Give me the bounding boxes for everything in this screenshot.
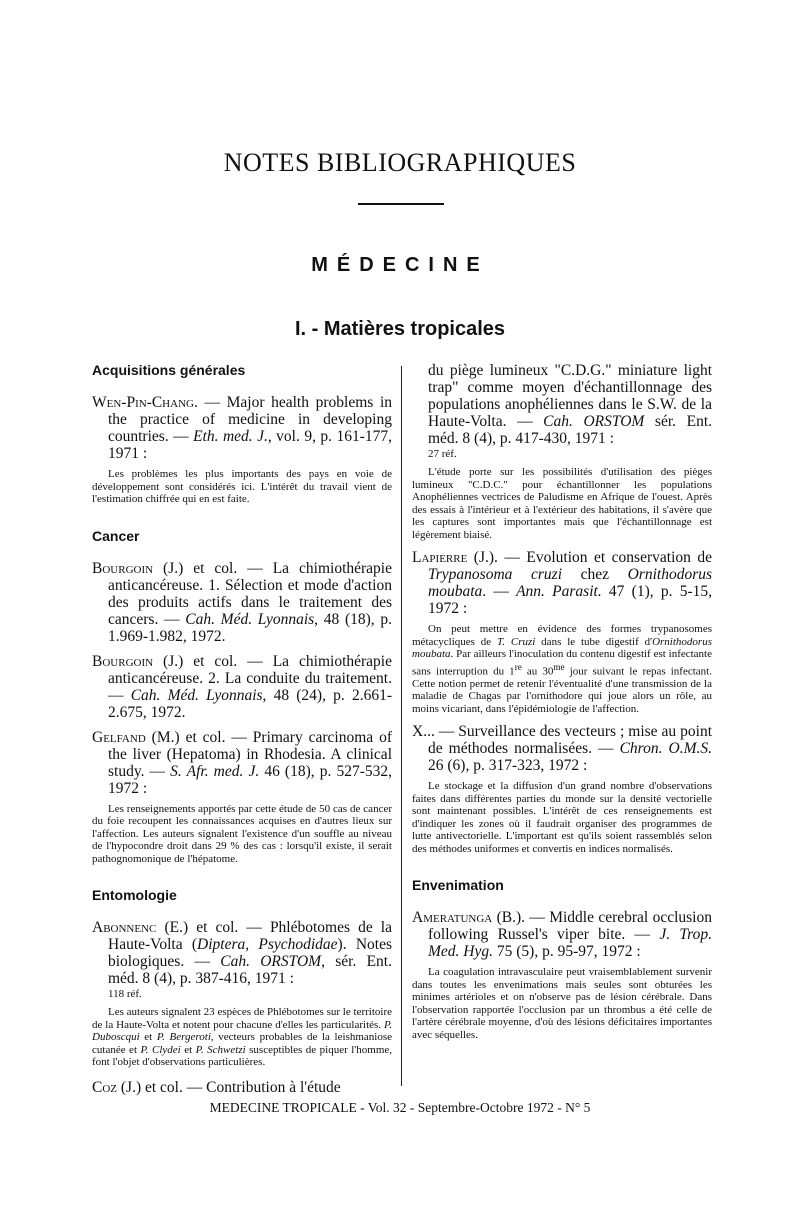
species-name: P. Duboscqui bbox=[92, 1018, 392, 1043]
abstract-text: . Par ailleurs l'inoculation du contenu digestif est infectante sans interruption du 1 bbox=[412, 648, 712, 678]
bibliography-entry bbox=[92, 560, 392, 645]
citation-text: chez bbox=[562, 566, 628, 583]
ordinal-suffix: me bbox=[553, 661, 565, 672]
journal: Eth. med. J. bbox=[193, 428, 268, 445]
citation-text: (J.) et col. — La chimiothérapie anticancéreuse. 2. La conduite du traitement. — bbox=[108, 652, 392, 704]
abstract: La coagulation intravasculaire peut vraisemblablement survenir dans toutes les envenimations mais seules sont obturées les minimes artérioles et on n'observe pas de lésion cérébrale. Dans l'observation rapportée l'occlusion par un thrombus a été celle de l'artère cérébrale moyenne, d'où des lésions déficitaires importantes avec séquelles. bbox=[412, 966, 712, 1041]
abstract-text: On peut mettre en évidence des formes trypanosomes métacycliques de bbox=[412, 623, 712, 648]
citation bbox=[92, 729, 392, 797]
citation-text: , 48 (24), p. 2.661-2.675, 1972. bbox=[108, 686, 392, 721]
species-name: T. Cruzi bbox=[496, 635, 536, 648]
journal: S. Afr. med. J. bbox=[170, 762, 260, 780]
bibliography-entry bbox=[92, 394, 392, 506]
citation-text: , vol. 9, p. 161-177, 1971 : bbox=[108, 428, 392, 462]
ordinal-suffix: re bbox=[514, 661, 522, 672]
citation bbox=[92, 653, 392, 721]
citation bbox=[412, 723, 712, 774]
abstract-text: Les auteurs signalent 23 espèces de Phlébotomes sur le territoire de la Haute-Volta et notent pour chacune d'elles les particularités. bbox=[92, 1006, 392, 1031]
journal: Cah. Méd. Lyonnais bbox=[185, 610, 315, 628]
species-name: P. Clydei bbox=[140, 1043, 181, 1056]
left-column bbox=[92, 362, 392, 1104]
abstract-text: dans le tube digestif d' bbox=[535, 635, 653, 648]
abstract-text: et bbox=[180, 1043, 196, 1056]
citation-text: (J.) et col. — Contribution à l'étude bbox=[117, 1078, 341, 1096]
author: Coz bbox=[92, 1078, 118, 1096]
abstract bbox=[412, 623, 712, 715]
title-divider bbox=[358, 203, 444, 205]
abstract: Les renseignements apportés par cette étude de 50 cas de cancer du foie recoupent les connaissances acquises en d'autres lieux sur l'affection. Les auteurs signalent l'existence d'un souffle au niveau de l'hypocondre droit dans 29 % des cas : lorsqu'il existe, il serait pathognomonique de l'hépatome. bbox=[92, 802, 392, 865]
bibliography-entry bbox=[412, 723, 712, 855]
citation bbox=[412, 549, 712, 617]
journal: J. Trop. Med. Hyg. bbox=[428, 926, 712, 961]
abstract: Le stockage et la diffusion d'un grand nombre d'observations faites dans différentes parties du monde sur la densité vectorielle sont maintenant possibles. L'intérêt de ces renseignements est d'indiquer les zones où il faudrait organiser des programmes de lutte antivectorielle. L'important est qu'ils soient rassemblés selon des méthodes uniformes et convertis en indices normalisés. bbox=[412, 780, 712, 855]
bibliography-entry bbox=[92, 729, 392, 866]
subsection-title: I. - Matières tropicales bbox=[294, 318, 506, 340]
journal: Ann. Parasit. bbox=[516, 583, 602, 600]
citation-text: 47 (1), p. 5-15, 1972 : bbox=[428, 583, 712, 617]
right-column bbox=[412, 362, 712, 1049]
citation bbox=[412, 909, 712, 960]
citation bbox=[92, 560, 392, 645]
journal: Cah. ORSTOM bbox=[220, 953, 322, 970]
author: Wen-Pin-Chang. bbox=[92, 394, 198, 411]
reference-count: 118 réf. bbox=[108, 988, 142, 1000]
bibliography-entry bbox=[92, 653, 392, 721]
journal: Cah. ORSTOM bbox=[543, 413, 645, 430]
citation-text: — Surveillance des vecteurs ; mise au point de méthodes normalisées. — bbox=[428, 723, 712, 758]
citation bbox=[92, 1079, 392, 1096]
author: Lapierre bbox=[412, 549, 468, 566]
journal: Cah. Méd. Lyonnais bbox=[130, 686, 263, 704]
heading-entomologie: Entomologie bbox=[92, 887, 177, 903]
citation-text: 46 (18), p. 527-532, 1972 : bbox=[108, 762, 392, 797]
citation-text: , 48 (18), p. 1.969-1.982, 1972. bbox=[108, 610, 392, 645]
citation-text: (J.) et col. — La chimiothérapie anticancéreuse. 1. Sélection et mode d'action des produits actifs dans le traitement des cancers. — bbox=[108, 559, 392, 628]
author: Gelfand bbox=[92, 728, 146, 746]
citation bbox=[92, 919, 392, 987]
bibliography-entry bbox=[92, 1079, 392, 1096]
reference-count: 27 réf. bbox=[428, 448, 457, 460]
citation-text: (M.) et col. — Primary carcinoma of the liver (Hepatoma) in Rhodesia. A clinical study. — bbox=[108, 728, 392, 780]
citation-text: , sér. Ent. méd. 8 (4), p. 387-416, 1971 : bbox=[108, 953, 392, 987]
species-name: Trypanosoma cruzi bbox=[428, 566, 563, 583]
citation bbox=[412, 362, 712, 447]
citation-text: du piège lumineux "C.D.G." miniature light trap" comme moyen d'échantillonnage des populations anophéliennes dans le S.W. de la Haute-Volta. — bbox=[428, 362, 712, 430]
citation-text: . — bbox=[482, 583, 517, 600]
abstract bbox=[92, 1006, 392, 1069]
page-title: NOTES BIBLIOGRAPHIQUES bbox=[223, 148, 577, 177]
page-footer: MEDECINE TROPICALE - Vol. 32 - Septembre-Octobre 1972 - N° 5 bbox=[209, 1100, 591, 1115]
bibliography-entry bbox=[412, 909, 712, 1041]
abstract-text: au 30 bbox=[521, 665, 554, 678]
citation-text: (J.). — Evolution et conservation de bbox=[467, 549, 712, 566]
heading-acquisitions: Acquisitions générales bbox=[92, 362, 246, 378]
author: X... bbox=[412, 723, 435, 741]
abstract-text: jour suivant le repas infectant. Cette notion permet de retenir l'éventualité d'une transmission de la maladie de Chagas par l'ornithodore qui joue alors un rôle, au moins vicariant, dans l'épidémiologie de l'affection. bbox=[412, 665, 712, 715]
author: Abonnenc bbox=[92, 919, 157, 936]
author: Ameratunga bbox=[412, 909, 493, 927]
bibliography-entry bbox=[412, 362, 712, 541]
author: Bourgoin bbox=[92, 652, 154, 670]
heading-cancer: Cancer bbox=[92, 527, 140, 544]
citation-text: ). Notes biologiques. — bbox=[108, 936, 392, 970]
citation bbox=[92, 394, 392, 462]
citation-text: — Major health problems in the practice of medicine in developing countries. — bbox=[108, 394, 392, 445]
bibliography-entry bbox=[412, 549, 712, 715]
journal: Chron. O.M.S. bbox=[619, 740, 712, 758]
species-name: Ornithodorus moubata bbox=[412, 635, 712, 660]
bibliography-entry bbox=[92, 919, 392, 1069]
species-name: Ornithodorus moubata bbox=[428, 566, 713, 600]
abstract-text: susceptibles de piquer l'homme, font l'objet d'observations particulières. bbox=[92, 1043, 393, 1068]
abstract-text: , vecteurs probables de la leishmaniose cutanée et bbox=[92, 1031, 392, 1056]
citation-text: (E.) et col. — Phlébotomes de la Haute-Volta ( bbox=[108, 919, 392, 953]
column-divider bbox=[401, 366, 402, 1086]
citation-text: 26 (6), p. 317-323, 1972 : bbox=[428, 757, 588, 775]
citation-text: sér. Ent. méd. 8 (4), p. 417-430, 1971 : bbox=[428, 413, 713, 447]
section-title: MÉDECINE bbox=[311, 254, 489, 276]
species-name: P. Schwetzi bbox=[195, 1043, 246, 1056]
citation-text: 75 (5), p. 95-97, 1972 : bbox=[493, 943, 641, 961]
species-name: P. Bergeroti bbox=[156, 1031, 211, 1043]
citation-text: (B.). — Middle cerebral occlusion following Russel's viper bite. — bbox=[428, 909, 712, 944]
heading-envenimation: Envenimation bbox=[412, 877, 504, 894]
taxon: Diptera, Psychodidae bbox=[197, 936, 338, 953]
abstract: L'étude porte sur les possibilités d'utilisation des pièges lumineux "C.D.C." pour échantillonner les populations Anophéliennes vectrices de Paludisme en Afrique de l'ouest. Après des essais à l'intérieur et à l'extérieur des habitations, il s'avère que les captures sont importantes mais que l'échantillonnage est légèrement biaisé. bbox=[412, 466, 712, 541]
author: Bourgoin bbox=[92, 559, 154, 577]
abstract-text: et bbox=[139, 1031, 157, 1043]
abstract: Les problèmes les plus importants des pays en voie de développement sont considérés ici. L'intérêt du travail vient de l'estimation chiffrée qui en est faite. bbox=[92, 468, 392, 505]
